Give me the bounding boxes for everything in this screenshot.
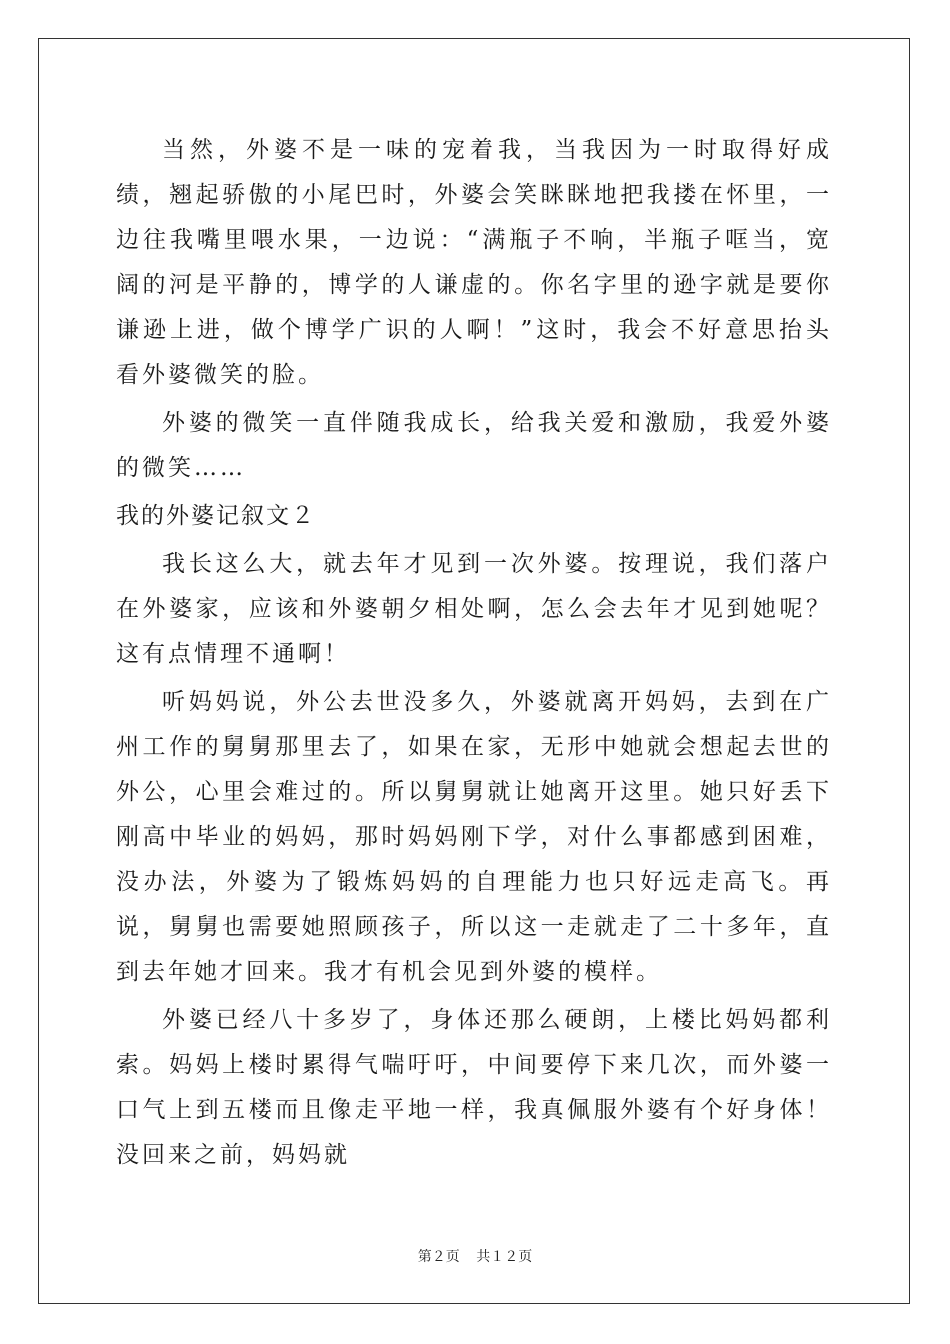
paragraph: 外婆的微笑一直伴随我成长，给我关爱和激励，我爱外婆的微笑…… <box>116 410 832 481</box>
paragraph: 我长这么大，就去年才见到一次外婆。按理说，我们落户在外婆家，应该和外婆朝夕相处啊，怎么会去年才见到她呢？这有点情理不通啊！ <box>116 551 832 667</box>
section-heading: 我的外婆记叙文２ <box>116 503 316 529</box>
paragraph: 当然，外婆不是一味的宠着我，当我因为一时取得好成绩，翘起骄傲的小尾巴时，外婆会笑眯眯地把我搂在怀里，一边往我嘴里喂水果，一边说：“满瓶子不响，半瓶子哐当，宽阔的河是平静的，博学的人谦虚的。你名字里的逊字就是要你谦逊上进，做个博学广识的人啊！”这时，我会不好意思抬头看外婆微笑的脸。 <box>116 137 832 388</box>
paragraph: 外婆已经八十多岁了，身体还那么硬朗，上楼比妈妈都利索。妈妈上楼时累得气喘吁吁，中间要停下来几次，而外婆一口气上到五楼而且像走平地一样，我真佩服外婆有个好身体！没回来之前，妈妈就 <box>116 1007 832 1168</box>
paragraph: 听妈妈说，外公去世没多久，外婆就离开妈妈，去到在广州工作的舅舅那里去了，如果在家，无形中她就会想起去世的外公，心里会难过的。所以舅舅就让她离开这里。她只好丢下刚高中毕业的妈妈，那时妈妈刚下学，对什么事都感到困难，没办法，外婆为了锻炼妈妈的自理能力也只好远走高飞。再说，舅舅也需要她照顾孩子，所以这一走就走了二十多年，直到去年她才回来。我才有机会见到外婆的模样。 <box>116 689 832 985</box>
document-body <box>116 128 832 1178</box>
page-footer <box>0 1246 950 1266</box>
page-number: 第２页 <box>417 1249 460 1265</box>
total-pages: 共１２页 <box>476 1249 533 1265</box>
